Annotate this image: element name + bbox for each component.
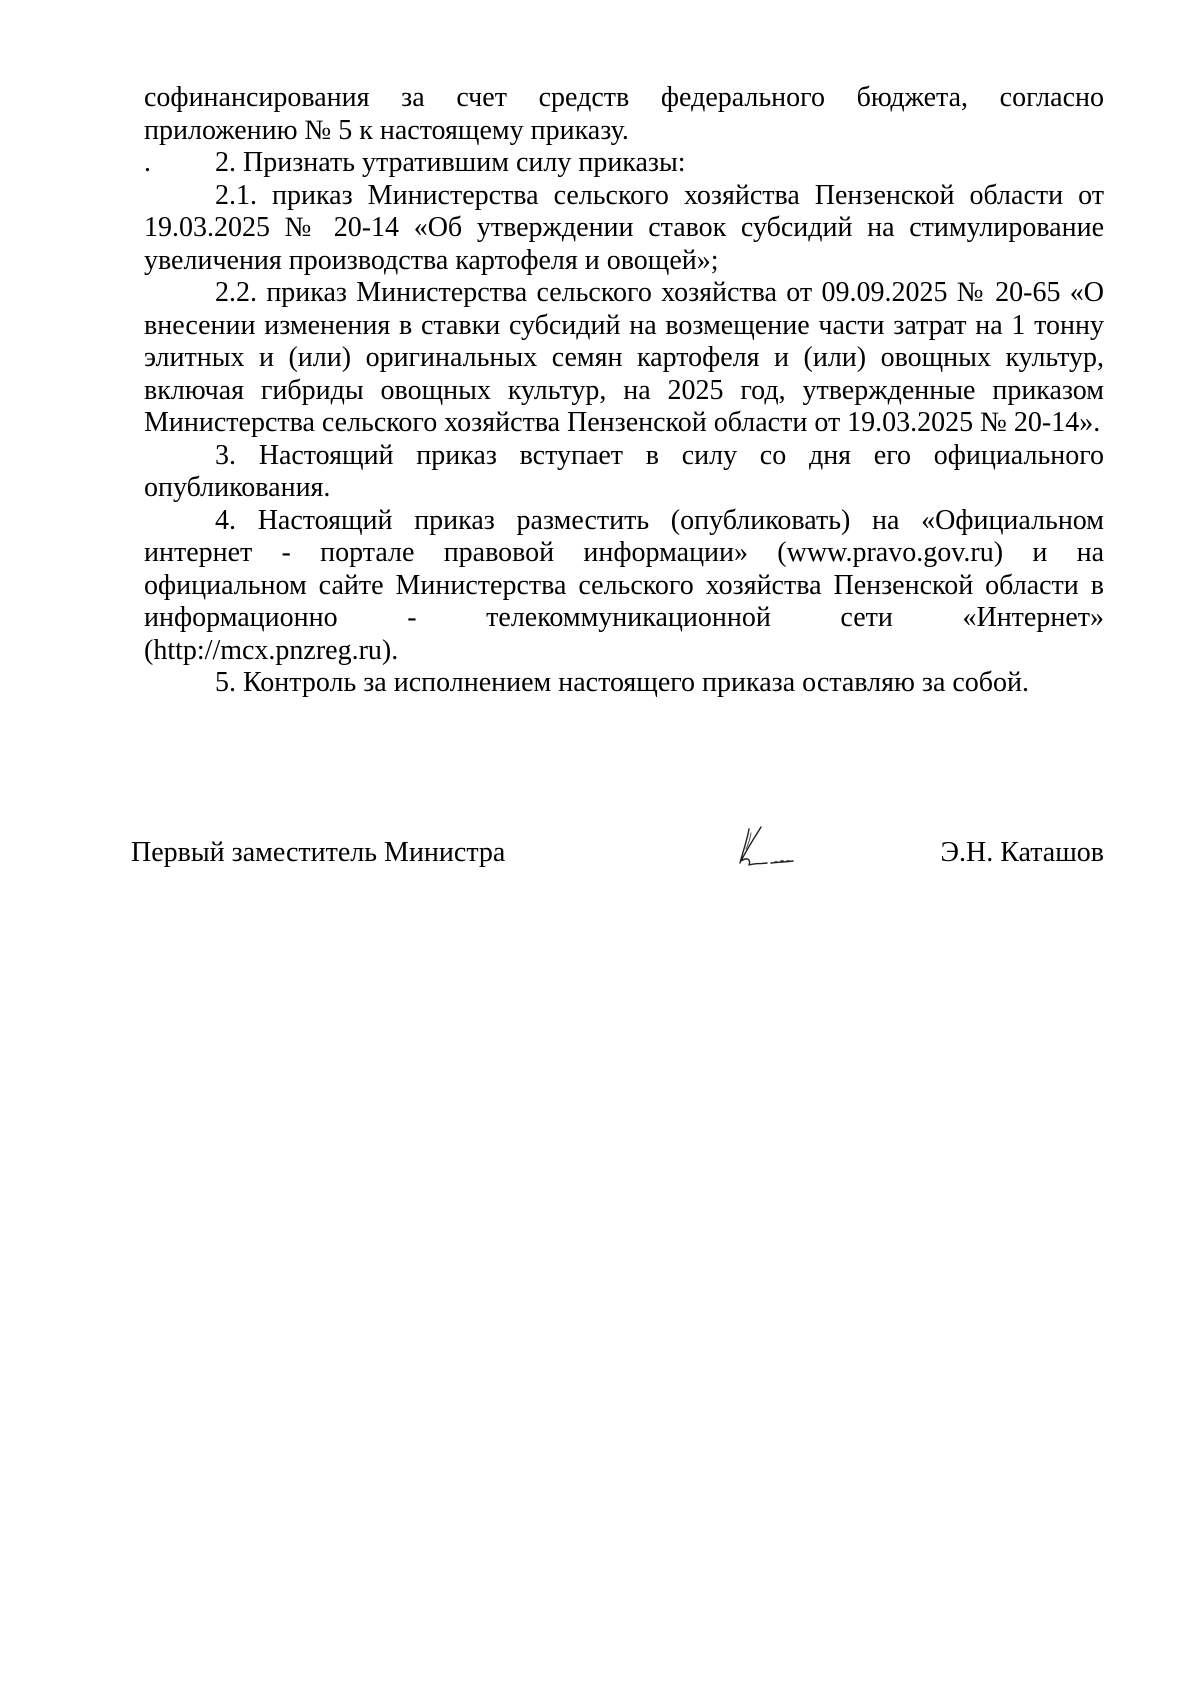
- paragraph-2-2: 2.2. приказ Министерства сельского хозяйства от 09.09.2025 № 20-65 «О внесении изменения в ставки субсидий на возмещение части затрат на 1 тонну элитных и (или) оригинальных семян картофеля и (или) овощных культур, включая гибриды овощных культур, на 2025 год, утвержденные приказом Министерства сельского хозяйства Пензенской области от 19.03.2025 № 20-14».: [144, 277, 1104, 438]
- signatory-name: Э.Н. Каташов: [940, 837, 1104, 868]
- paragraph-2-text: 2. Признать утратившим силу приказы:: [215, 147, 686, 178]
- paragraph-cofinancing-line2: приложению № 5 к настоящему приказу.: [144, 114, 629, 146]
- paragraph-4: 4. Настоящий приказ разместить (опубликовать) на «Официальном интернет - портале правовой информации» (www.pravo.gov.ru) и на официальном сайте Министерства сельского хозяйства Пензенской области в информационно - телекоммуникационной сети «Интернет» (http://mcx.pnzreg.ru).: [144, 504, 1104, 666]
- paragraph-5: 5. Контроль за исполнением настоящего приказа оставляю за собой.: [215, 667, 1030, 698]
- paragraph-2: [144, 147, 1104, 180]
- signature-block: [131, 837, 1104, 897]
- document-body: [144, 82, 1104, 700]
- paragraph-cofinancing: [144, 82, 1104, 147]
- stray-dot: .: [144, 147, 151, 178]
- paragraph-cofinancing-line1: софинансирования за счет средств федерального бюджета, согласно: [144, 82, 1104, 113]
- signatory-position: Первый заместитель Министра: [131, 837, 506, 868]
- paragraph-3: 3. Настоящий приказ вступает в силу со дня его официального опубликования.: [144, 439, 1104, 503]
- paragraph-2-1: 2.1. приказ Министерства сельского хозяйства Пензенской области от 19.03.2025 № 20-14 «Об утверждении ставок субсидий на стимулирование увеличения производства картофеля и овощей»;: [144, 179, 1104, 276]
- handwritten-signature: [731, 819, 811, 879]
